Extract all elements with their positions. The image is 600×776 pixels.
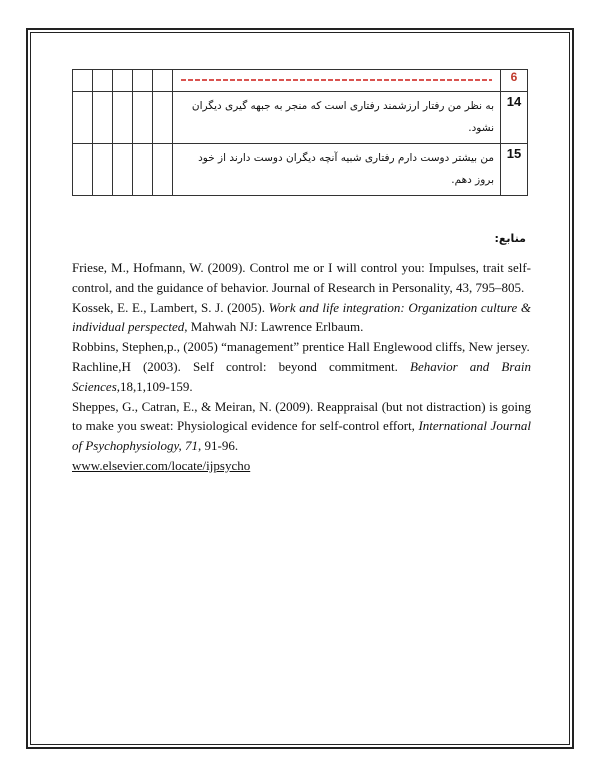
dashed-separator	[181, 79, 492, 81]
reference-item	[72, 298, 531, 338]
reference-text: Kossek, E. E., Lambert, S. J. (2005).	[72, 299, 269, 315]
answer-cell[interactable]	[93, 92, 113, 144]
reference-item	[72, 397, 531, 476]
answer-cell[interactable]	[153, 144, 173, 196]
references-heading: منابع:	[494, 232, 526, 245]
answer-cell[interactable]	[153, 92, 173, 144]
question-text	[173, 70, 501, 92]
question-number: 15	[501, 144, 528, 196]
question-text: من بیشتر دوست دارم رفتاری شبیه آنچه دیگران دوست دارند از خود بروز دهم.	[173, 144, 501, 196]
reference-item	[72, 337, 531, 357]
reference-item	[72, 258, 531, 298]
reference-text: Robbins, Stephen,p., (2005) “management” prentice Hall Englewood cliffs, New jersey.	[72, 339, 530, 355]
answer-cell[interactable]	[153, 70, 173, 92]
answer-cell[interactable]	[133, 92, 153, 144]
answer-cell[interactable]	[93, 70, 113, 92]
answer-cell[interactable]	[73, 144, 93, 196]
questionnaire-table	[72, 69, 528, 196]
reference-item	[72, 357, 531, 397]
answer-cell[interactable]	[133, 70, 153, 92]
reference-text: , Mahwah NJ: Lawrence Erlbaum.	[184, 319, 364, 335]
answer-cell[interactable]	[113, 144, 133, 196]
reference-title: Behavior and Brain Sciences	[72, 358, 531, 394]
reference-title: Work and life integration: Organization culture & individual perspected	[72, 299, 531, 335]
reference-text: Friese, M., Hofmann, W. (2009). Control me or I will control you: Impulses, trait self-control, and the guidance of behavior. Journal of Research in Personality, 43, 795–805.	[72, 260, 531, 295]
table-row	[73, 144, 528, 196]
answer-cell[interactable]	[113, 70, 133, 92]
table-row	[73, 70, 528, 92]
table-row	[73, 92, 528, 144]
question-number: 6	[501, 70, 528, 92]
answer-cell[interactable]	[133, 144, 153, 196]
answer-cell[interactable]	[93, 144, 113, 196]
answer-cell[interactable]	[73, 92, 93, 144]
reference-link[interactable]: www.elsevier.com/locate/ijpsycho	[72, 457, 251, 473]
references-list	[72, 258, 531, 476]
reference-title: International Journal of Psychophysiology, 71	[72, 418, 531, 454]
answer-cell[interactable]	[113, 92, 133, 144]
question-text: به نظر من رفتار ارزشمند رفتاری است که منجر به جبهه گیری دیگران نشود.	[173, 92, 501, 144]
reference-text: Rachline,H (2003). Self control: beyond commitment.	[72, 358, 411, 374]
reference-text: ,18,1,109-159.	[116, 378, 193, 394]
reference-text: , 91-96.	[198, 438, 239, 454]
answer-cell[interactable]	[73, 70, 93, 92]
question-number: 14	[501, 92, 528, 144]
reference-text: Sheppes, G., Catran, E., & Meiran, N. (2009). Reappraisal (but not distraction) is going to make you sweat: Physiological evidence for self-control effort,	[72, 398, 531, 434]
